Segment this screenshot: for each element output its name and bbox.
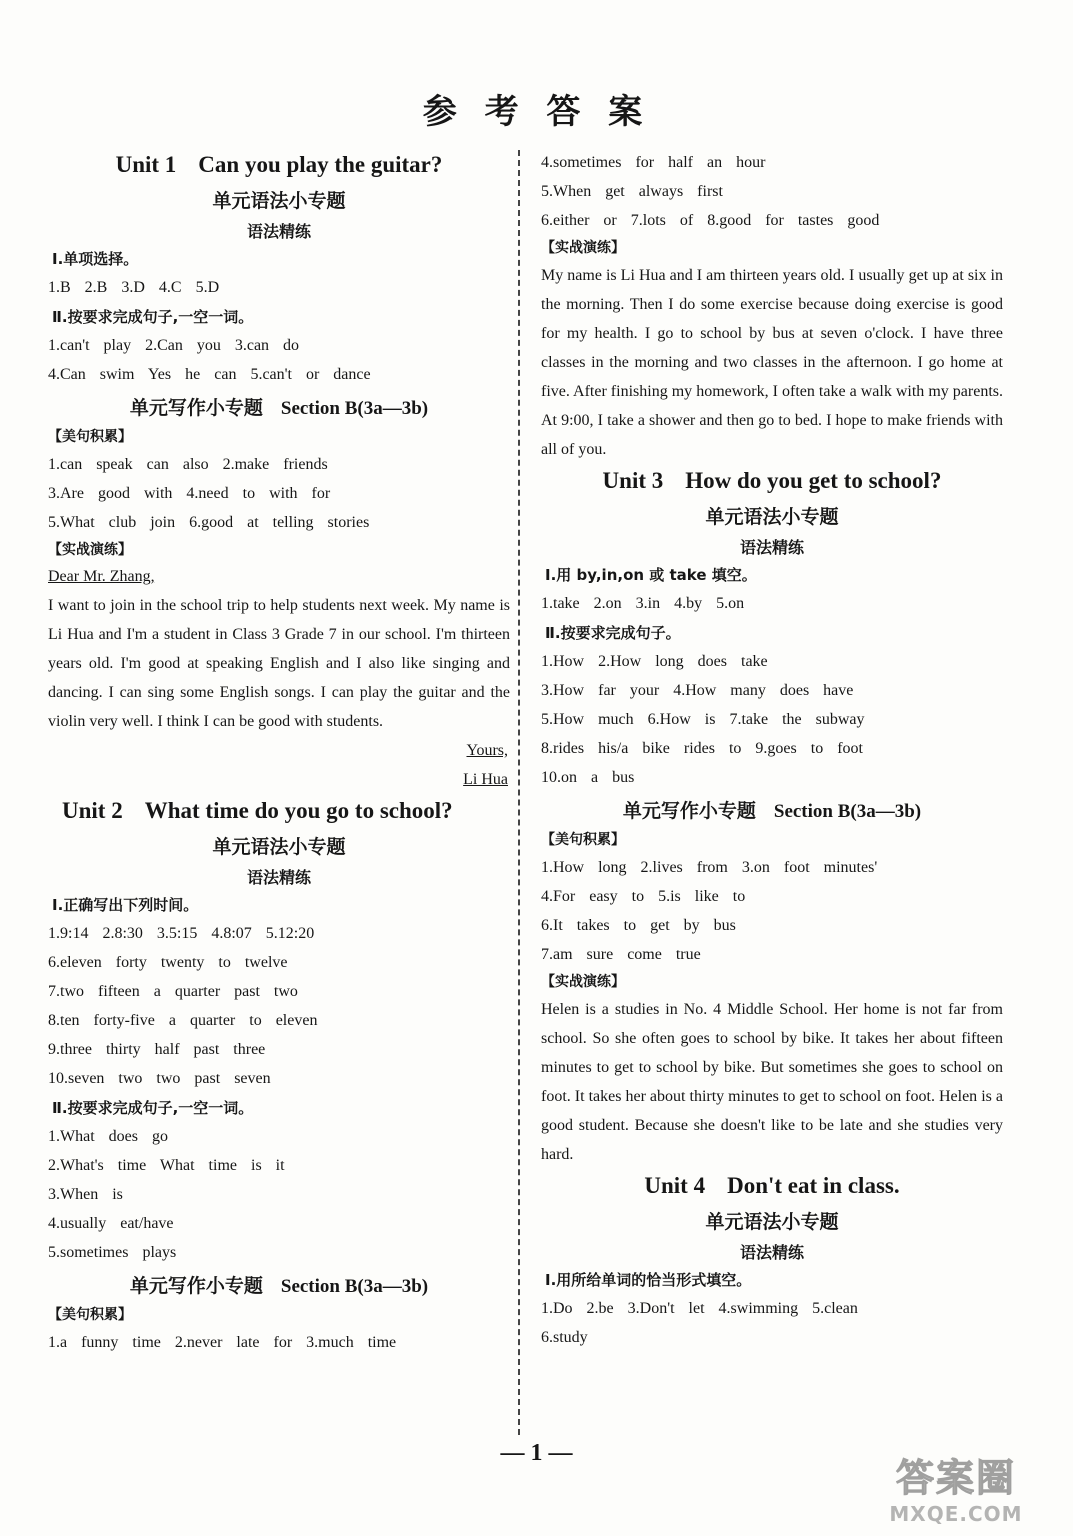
- answer-line: 9.three thirty half past three: [48, 1041, 266, 1058]
- letter-signature: [48, 736, 510, 765]
- practice-heading: 语法精练: [246, 222, 311, 241]
- unit-heading: [48, 798, 510, 824]
- practice-heading: 语法精练: [739, 538, 804, 557]
- left-column: [48, 148, 510, 1357]
- question-part-label: Ⅱ.按要求完成句子,一空一词。: [52, 308, 254, 326]
- unit-title: What time do you go to school?: [144, 798, 453, 823]
- unit-number: Unit 4: [644, 1173, 706, 1198]
- answer-line: 2.What's time What time is it: [48, 1157, 285, 1174]
- question-part-label: Ⅰ.单项选择。: [52, 250, 139, 268]
- signature-text: Yours,: [466, 742, 508, 759]
- answer-line: 8.ten forty-five a quarter to eleven: [48, 1012, 318, 1029]
- answer-line: 6.study: [541, 1329, 588, 1346]
- writing-topic-label: 单元写作小专题: [129, 1275, 263, 1297]
- essay-paragraph: My name is Li Hua and I am thirteen years old. I usually get up at six in the morning. Then I do some exercise because doing exercise is good for my health. I go to school by bus at seven o'clock. I have three classes in the morning and two classes in the afternoon. I go home at five. After finishing my homework, I often take a walk with my parents. At 9:00, I take a shower and then go to bed. I hope to make friends with all of you.: [541, 267, 1003, 458]
- writing-topic-label: 单元写作小专题: [129, 397, 263, 419]
- answer-line: 10.seven two two past seven: [48, 1070, 271, 1087]
- practice-heading: 语法精练: [246, 868, 311, 887]
- unit-heading: [541, 468, 1003, 494]
- section-tag: 【实战演练】: [541, 240, 625, 256]
- writing-section-heading: [48, 393, 510, 420]
- signature-text: Li Hua: [463, 771, 508, 788]
- essay-paragraph: Helen is a studies in No. 4 Middle School. Her home is not far from school. So she often goes to school by bike. It takes her about fifteen minutes to get to school by bike. But sometimes she goes to school on foot. It takes her about thirty minutes to get to school on foot. Helen is a good student. Because she doesn't like to be late and she studies very hard.: [541, 1001, 1003, 1163]
- unit-title: How do you get to school?: [685, 468, 942, 493]
- answer-line: 1.What does go: [48, 1128, 168, 1145]
- answer-line: 5.When get always first: [541, 183, 723, 200]
- answer-line: 7.am sure come true: [541, 946, 701, 963]
- column-divider: [518, 150, 520, 1435]
- section-tag: 【美句积累】: [48, 1307, 132, 1323]
- answer-line: 1.How long 2.lives from 3.on foot minutes': [541, 859, 878, 876]
- answer-line: 4.usually eat/have: [48, 1215, 174, 1232]
- question-part-label: Ⅰ.正确写出下列时间。: [52, 896, 199, 914]
- right-column: [541, 148, 1003, 1352]
- answer-line: 3.How far your 4.How many does have: [541, 682, 854, 699]
- watermark-logo: [861, 1447, 1051, 1526]
- unit-number: Unit 3: [602, 468, 664, 493]
- answer-line: 6.either or 7.lots of 8.good for tastes good: [541, 212, 880, 229]
- section-tag: 【美句积累】: [541, 832, 625, 848]
- writing-section-heading: [541, 796, 1003, 823]
- answer-line: 1.a funny time 2.never late for 3.much time: [48, 1334, 397, 1351]
- section-tag: 【美句积累】: [48, 429, 132, 445]
- section-label: Section B(3a—3b): [280, 398, 429, 419]
- answer-line: 3.When is: [48, 1186, 123, 1203]
- practice-heading: 语法精练: [739, 1243, 804, 1262]
- answer-line: 4.For easy to 5.is like to: [541, 888, 746, 905]
- answer-line: 1.Do 2.be 3.Don't let 4.swimming 5.clean: [541, 1300, 858, 1317]
- letter-signature: [48, 765, 510, 794]
- writing-section-heading: [48, 1271, 510, 1298]
- answer-line: 5.How much 6.How is 7.take the subway: [541, 711, 865, 728]
- unit-title: Don't eat in class.: [727, 1173, 900, 1198]
- answer-line: 7.two fifteen a quarter past two: [48, 983, 298, 1000]
- section-tag: 【实战演练】: [541, 974, 625, 990]
- answer-line: 4.Can swim Yes he can 5.can't or dance: [48, 366, 371, 383]
- answer-line: 1.can't play 2.Can you 3.can do: [48, 337, 300, 354]
- page-number: — 1 —: [500, 1440, 573, 1466]
- answer-line: 1.can speak can also 2.make friends: [48, 456, 328, 473]
- answer-line: 1.B 2.B 3.D 4.C 5.D: [48, 279, 220, 296]
- question-part-label: Ⅰ.用所给单词的恰当形式填空。: [545, 1271, 752, 1289]
- page-title: 参 考 答 案: [422, 92, 651, 132]
- answer-line: 1.take 2.on 3.in 4.by 5.on: [541, 595, 745, 612]
- grammar-topic-heading: 单元语法小专题: [705, 506, 839, 528]
- answer-line: 4.sometimes for half an hour: [541, 154, 766, 171]
- essay-paragraph: I want to join in the school trip to help students next week. My name is Li Hua and I'm a student in Class 3 Grade 7 in our school. I'm thirteen years old. I'm good at speaking English and I also like singing and dancing. I can sing some English songs. I can play the guitar and the violin very well. I think I can be good with students.: [48, 597, 510, 730]
- answer-line: 10.on a bus: [541, 769, 635, 786]
- answer-line: 3.Are good with 4.need to with for: [48, 485, 331, 502]
- section-label: Section B(3a—3b): [773, 801, 922, 822]
- question-part-label: Ⅱ.按要求完成句子。: [545, 624, 681, 642]
- grammar-topic-heading: 单元语法小专题: [705, 1211, 839, 1233]
- watermark-text: 答案圈: [895, 1456, 1016, 1500]
- watermark-url: MXQE.COM: [889, 1502, 1023, 1526]
- answer-line: 5.What club join 6.good at telling stories: [48, 514, 370, 531]
- unit-title: Can you play the guitar?: [198, 152, 443, 177]
- section-tag: 【实战演练】: [48, 542, 132, 558]
- grammar-topic-heading: 单元语法小专题: [212, 836, 346, 858]
- section-label: Section B(3a—3b): [280, 1276, 429, 1297]
- grammar-topic-heading: 单元语法小专题: [212, 190, 346, 212]
- letter-salutation: Dear Mr. Zhang,: [48, 568, 155, 585]
- answer-line: 5.sometimes plays: [48, 1244, 177, 1261]
- question-part-label: Ⅰ.用 by,in,on 或 take 填空。: [545, 566, 757, 584]
- answer-line: 1.9:14 2.8:30 3.5:15 4.8:07 5.12:20: [48, 925, 315, 942]
- answer-line: 6.It takes to get by bus: [541, 917, 736, 934]
- unit-heading: [48, 152, 510, 178]
- answer-line: 8.rides his/a bike rides to 9.goes to foot: [541, 740, 863, 757]
- unit-number: Unit 2: [62, 798, 123, 823]
- answer-line: 1.How 2.How long does take: [541, 653, 768, 670]
- unit-heading: [541, 1173, 1003, 1199]
- unit-number: Unit 1: [115, 152, 177, 177]
- answer-line: 6.eleven forty twenty to twelve: [48, 954, 288, 971]
- writing-topic-label: 单元写作小专题: [622, 800, 756, 822]
- question-part-label: Ⅱ.按要求完成句子,一空一词。: [52, 1099, 254, 1117]
